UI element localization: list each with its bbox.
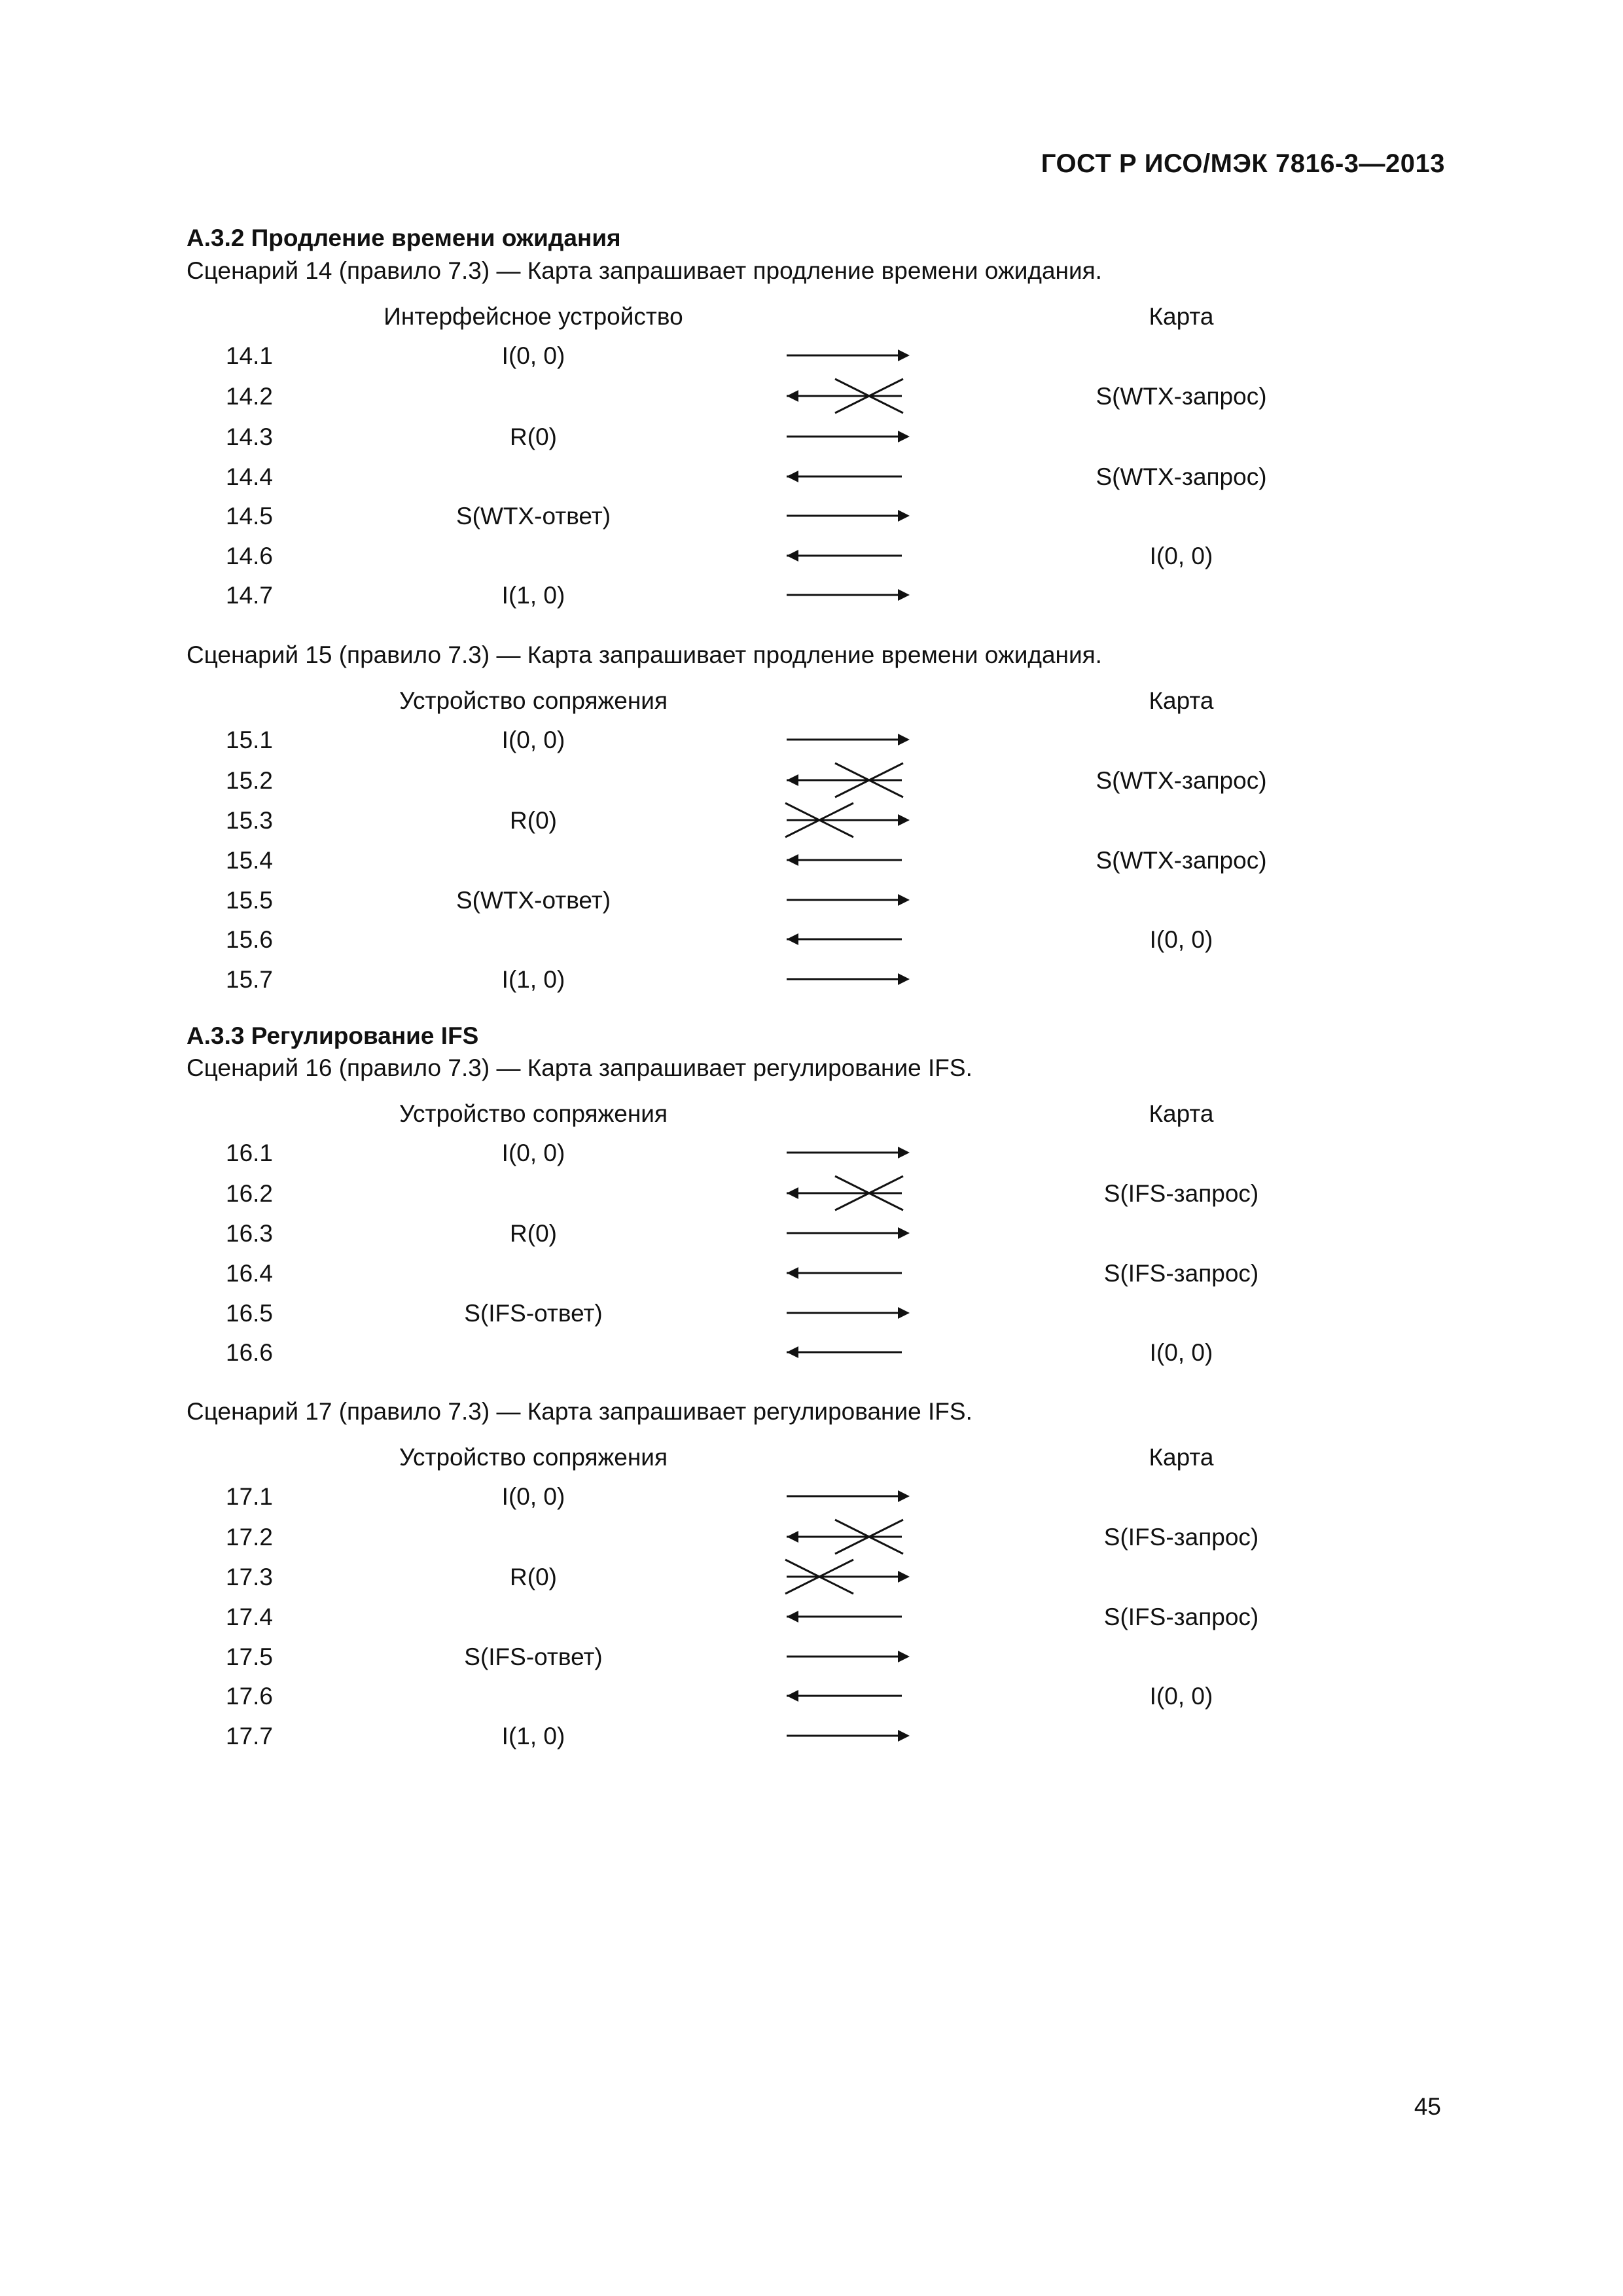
left-message: S(IFS-ответ) xyxy=(464,1643,603,1670)
right-message: I(0, 0) xyxy=(1149,543,1213,569)
arrowhead-left xyxy=(787,1690,798,1702)
arrow-icon xyxy=(785,1594,923,1640)
column-header-left: Устройство сопряжения xyxy=(399,1100,668,1127)
left-message: R(0) xyxy=(510,1220,557,1247)
arrowhead-right xyxy=(898,1307,910,1319)
left-message: I(0, 0) xyxy=(501,726,565,753)
arrowhead-left xyxy=(787,774,798,786)
arrowhead-right xyxy=(898,431,910,442)
document-id: ГОСТ Р ИСО/МЭК 7816-3—2013 xyxy=(1041,149,1445,178)
left-message: S(IFS-ответ) xyxy=(464,1300,603,1327)
arrow-icon xyxy=(785,1554,923,1600)
step-number: 16.6 xyxy=(226,1339,274,1366)
arrow-icon xyxy=(785,837,923,883)
arrow-icon xyxy=(785,1673,923,1719)
arrowhead-right xyxy=(898,734,910,745)
step-number: 17.7 xyxy=(226,1723,274,1749)
arrowhead-right xyxy=(898,589,910,601)
arrow-icon xyxy=(785,956,923,1002)
page-number: 45 xyxy=(1414,2093,1441,2120)
arrow-icon xyxy=(785,916,923,962)
arrow-icon xyxy=(785,1170,923,1216)
arrow-icon xyxy=(785,373,923,419)
arrow-icon xyxy=(785,797,923,843)
right-message: S(IFS-запрос) xyxy=(1103,1260,1259,1287)
arrowhead-right xyxy=(898,510,910,522)
left-message: I(1, 0) xyxy=(501,1723,565,1749)
step-number: 14.6 xyxy=(226,543,274,569)
left-message: R(0) xyxy=(510,423,557,450)
right-message: S(IFS-запрос) xyxy=(1103,1524,1259,1551)
left-message: S(WTX-ответ) xyxy=(455,503,611,529)
right-message: I(0, 0) xyxy=(1149,1339,1213,1366)
arrow-icon xyxy=(785,572,923,618)
column-header-left: Устройство сопряжения xyxy=(399,687,668,714)
arrowhead-right xyxy=(898,814,910,826)
section-title-a33: А.3.3 Регулирование IFS xyxy=(187,1022,479,1049)
arrow-icon xyxy=(785,332,923,378)
step-number: 17.6 xyxy=(226,1683,274,1710)
step-number: 17.2 xyxy=(226,1524,274,1551)
arrow-icon xyxy=(785,717,923,762)
arrow-icon xyxy=(785,1329,923,1375)
arrow-icon xyxy=(785,1713,923,1759)
left-message: I(1, 0) xyxy=(501,582,565,609)
arrow-icon xyxy=(785,493,923,539)
step-number: 15.5 xyxy=(226,887,274,914)
arrowhead-right xyxy=(898,1571,910,1583)
arrowhead-left xyxy=(787,1267,798,1279)
arrowhead-left xyxy=(787,390,798,402)
column-header-right: Карта xyxy=(1149,1444,1214,1471)
arrow-icon xyxy=(785,1130,923,1175)
arrowhead-left xyxy=(787,933,798,945)
scenario-caption: Сценарий 17 (правило 7.3) — Карта запрашивает регулирование IFS. xyxy=(187,1398,972,1425)
arrowhead-left xyxy=(787,1531,798,1543)
section-title-a32: А.3.2 Продление времени ожидания xyxy=(187,224,621,251)
step-number: 17.5 xyxy=(226,1643,274,1670)
step-number: 16.5 xyxy=(226,1300,274,1327)
column-header-right: Карта xyxy=(1149,1100,1214,1127)
arrow-icon xyxy=(785,414,923,459)
column-header-right: Карта xyxy=(1149,687,1214,714)
left-message: S(WTX-ответ) xyxy=(455,887,611,914)
arrowhead-right xyxy=(898,1490,910,1502)
step-number: 14.1 xyxy=(226,342,274,369)
right-message: S(IFS-запрос) xyxy=(1103,1604,1259,1630)
step-number: 15.1 xyxy=(226,726,274,753)
arrow-icon xyxy=(785,1473,923,1519)
step-number: 14.2 xyxy=(226,383,274,410)
arrowhead-right xyxy=(898,1227,910,1239)
step-number: 16.2 xyxy=(226,1180,274,1207)
right-message: S(WTX-запрос) xyxy=(1096,767,1267,794)
right-message: S(WTX-запрос) xyxy=(1096,847,1267,874)
step-number: 15.2 xyxy=(226,767,274,794)
step-number: 17.1 xyxy=(226,1483,274,1510)
left-message: I(0, 0) xyxy=(501,342,565,369)
step-number: 14.5 xyxy=(226,503,274,529)
step-number: 14.3 xyxy=(226,423,274,450)
right-message: I(0, 0) xyxy=(1149,1683,1213,1710)
right-message: S(WTX-запрос) xyxy=(1096,463,1267,490)
arrowhead-right xyxy=(898,1730,910,1742)
right-message: S(WTX-запрос) xyxy=(1096,383,1267,410)
arrowhead-left xyxy=(787,1611,798,1623)
right-message: S(IFS-запрос) xyxy=(1103,1180,1259,1207)
left-message: R(0) xyxy=(510,1564,557,1590)
left-message: R(0) xyxy=(510,807,557,834)
step-number: 17.4 xyxy=(226,1604,274,1630)
arrowhead-left xyxy=(787,1187,798,1199)
step-number: 15.4 xyxy=(226,847,274,874)
arrowhead-left xyxy=(787,550,798,562)
scenario-caption: Сценарий 15 (правило 7.3) — Карта запрашивает продление времени ожидания. xyxy=(187,641,1102,668)
scenario-caption: Сценарий 14 (правило 7.3) — Карта запрашивает продление времени ожидания. xyxy=(187,257,1102,284)
arrow-icon xyxy=(785,1210,923,1256)
arrowhead-left xyxy=(787,854,798,866)
step-number: 17.3 xyxy=(226,1564,274,1590)
arrow-icon xyxy=(785,1250,923,1296)
arrowhead-left xyxy=(787,471,798,482)
step-number: 16.1 xyxy=(226,1139,274,1166)
right-message: I(0, 0) xyxy=(1149,926,1213,953)
step-number: 15.6 xyxy=(226,926,274,953)
column-header-right: Карта xyxy=(1149,303,1214,330)
scenario-caption: Сценарий 16 (правило 7.3) — Карта запрашивает регулирование IFS. xyxy=(187,1054,972,1081)
column-header-left: Интерфейсное устройство xyxy=(383,303,683,330)
arrowhead-left xyxy=(787,1346,798,1358)
arrowhead-right xyxy=(898,350,910,361)
arrow-icon xyxy=(785,757,923,803)
step-number: 16.4 xyxy=(226,1260,274,1287)
left-message: I(0, 0) xyxy=(501,1483,565,1510)
left-message: I(1, 0) xyxy=(501,966,565,993)
step-number: 14.4 xyxy=(226,463,274,490)
step-number: 14.7 xyxy=(226,582,274,609)
arrowhead-right xyxy=(898,894,910,906)
arrow-icon xyxy=(785,1514,923,1560)
column-header-left: Устройство сопряжения xyxy=(399,1444,668,1471)
step-number: 15.3 xyxy=(226,807,274,834)
arrowhead-right xyxy=(898,1147,910,1158)
arrowhead-right xyxy=(898,973,910,985)
left-message: I(0, 0) xyxy=(501,1139,565,1166)
step-number: 16.3 xyxy=(226,1220,274,1247)
arrowhead-right xyxy=(898,1651,910,1662)
step-number: 15.7 xyxy=(226,966,274,993)
